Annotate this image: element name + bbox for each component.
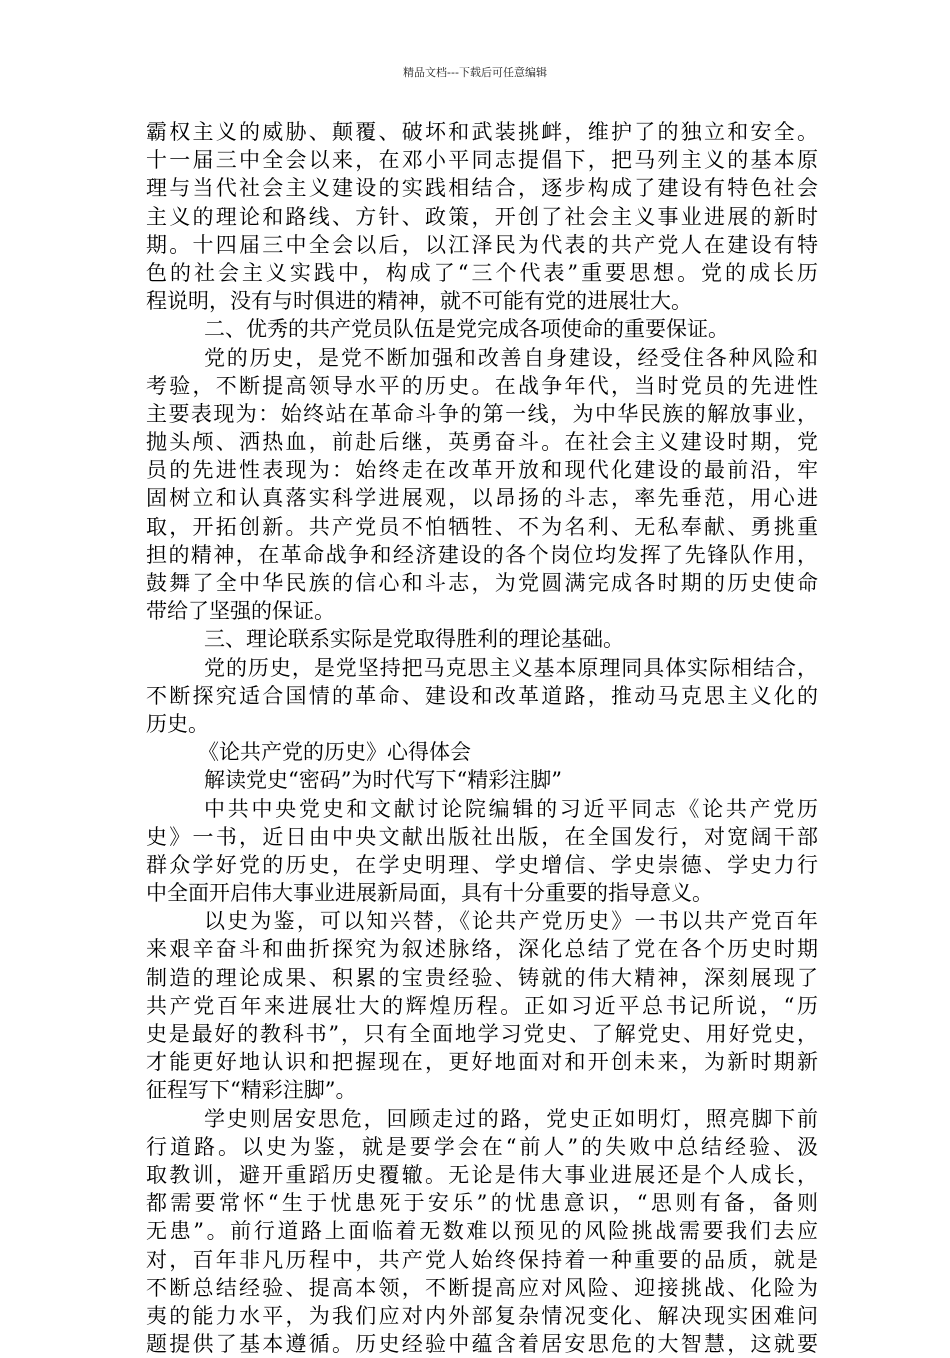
text-line: 程说明，没有与时俱进的精神，就不可能有党的进展壮大。 — [146, 289, 692, 314]
text-line: 征程写下“精彩注脚”。 — [146, 1078, 357, 1103]
text-line: 党的历史，是党不断加强和改善自身建设，经受住各种风险和 — [204, 345, 818, 370]
text-line: 历史。 — [146, 711, 209, 736]
text-line: 鼓舞了全中华民族的信心和斗志，为党圆满完成各时期的历史使命 — [146, 571, 818, 595]
text-line: 史是最好的教科书”，只有全面地学习党史、了解党史、用好党史， — [146, 1022, 818, 1046]
text-line: 都需要常怀“生于忧患死于安乐”的忧患意识，“思则有备，备则 — [146, 1191, 818, 1216]
text-line: 色的社会主义实践中，构成了“三个代表”重要思想。党的成长历 — [146, 260, 818, 285]
text-line: 期。十四届三中全会以后，以江泽民为代表的共产党人在建设有特 — [146, 232, 818, 257]
text-line: 主义的理论和路线、方针、政策，开创了社会主义事业进展的新时 — [146, 204, 818, 229]
text-line: 取教训，避开重蹈历史覆辙。无论是伟大事业进展还是个人成长， — [146, 1162, 818, 1187]
document-body — [146, 118, 818, 1358]
text-line: 共产党百年来进展壮大的辉煌历程。正如习近平总书记所说，“历 — [146, 993, 818, 1018]
text-line: 解读党史“密码”为时代写下“精彩注脚” — [204, 768, 562, 793]
text-line: 员的先进性表现为：始终走在改革开放和现代化建设的最前沿，牢 — [146, 458, 818, 483]
text-line: 二、优秀的共产党员队伍是党完成各项使命的重要保证。 — [204, 317, 729, 342]
text-line: 带给了坚强的保证。 — [146, 599, 335, 624]
text-line: 以史为鉴，可以知兴替，《论共产党历史》一书以共产党百年 — [204, 909, 818, 934]
text-line: 抛头颅、洒热血，前赴后继，英勇奋斗。在社会主义建设时期，党 — [146, 430, 818, 455]
text-line: 三、理论联系实际是党取得胜利的理论基础。 — [204, 627, 624, 652]
text-line: 夷的能力水平，为我们应对内外部复杂情况变化、解决现实困难问 — [146, 1303, 818, 1328]
text-line: 制造的理论成果、积累的宝贵经验、铸就的伟大精神，深刻展现了 — [146, 965, 818, 990]
text-line: 取，开拓创新。共产党员不怕牺牲、不为名利、无私奉献、勇挑重 — [146, 514, 818, 539]
text-line: 史》一书，近日由中央文献出版社出版，在全国发行，对宽阔干部 — [146, 824, 818, 849]
text-line: 中共中央党史和文献讨论院编辑的习近平同志《论共产党历 — [204, 796, 818, 821]
text-line: 考验，不断提高领导水平的历史。在战争年代，当时党员的先进性 — [146, 373, 818, 398]
text-line: 不断总结经验、提高本领，不断提高应对风险、迎接挑战、化险为 — [146, 1275, 818, 1300]
text-line: 题提供了基本遵循。历史经验中蕴含着居安思危的大智慧，这就要 — [146, 1332, 818, 1357]
text-line: 行道路。以史为鉴，就是要学会在“前人”的失败中总结经验、汲 — [146, 1134, 818, 1159]
page-header: 精品文档---下载后可任意编辑 — [403, 66, 547, 79]
text-line: 党的历史，是党坚持把马克思主义基本原理同具体实际相结合， — [204, 655, 818, 680]
text-line: 群众学好党的历史，在学史明理、学史增信、学史崇德、学史力行 — [146, 852, 818, 877]
text-line: 《论共产党的历史》心得体会 — [198, 740, 471, 765]
text-line: 来艰辛奋斗和曲折探究为叙述脉络，深化总结了党在各个历史时期 — [146, 937, 818, 962]
text-line: 担的精神，在革命战争和经济建设的各个岗位均发挥了先锋队作用， — [146, 542, 818, 567]
text-line: 才能更好地认识和把握现在，更好地面对和开创未来，为新时期新 — [146, 1050, 818, 1075]
text-line: 主要表现为：始终站在革命斗争的第一线，为中华民族的解放事业， — [146, 401, 818, 426]
text-line: 固树立和认真落实科学进展观，以昂扬的斗志，率先垂范，用心进 — [146, 486, 818, 511]
text-line: 霸权主义的威胁、颠覆、破坏和武装挑衅，维护了的独立和安全。 — [146, 120, 818, 144]
text-line: 不断探究适合国情的革命、建设和改革道路，推动马克思主义化的 — [146, 683, 818, 708]
text-line: 无患”。前行道路上面临着无数难以预见的风险挑战需要我们去应 — [146, 1219, 818, 1244]
text-line: 理与当代社会主义建设的实践相结合，逐步构成了建设有特色社会 — [146, 176, 818, 201]
text-line: 中全面开启伟大事业进展新局面，具有十分重要的指导意义。 — [146, 881, 713, 906]
text-line: 对，百年非凡历程中，共产党人始终保持着一种重要的品质，就是 — [146, 1247, 818, 1272]
text-line: 学史则居安思危，回顾走过的路，党史正如明灯，照亮脚下前 — [204, 1106, 818, 1131]
text-line: 十一届三中全会以来，在邓小平同志提倡下，把马列主义的基本原 — [146, 148, 818, 173]
